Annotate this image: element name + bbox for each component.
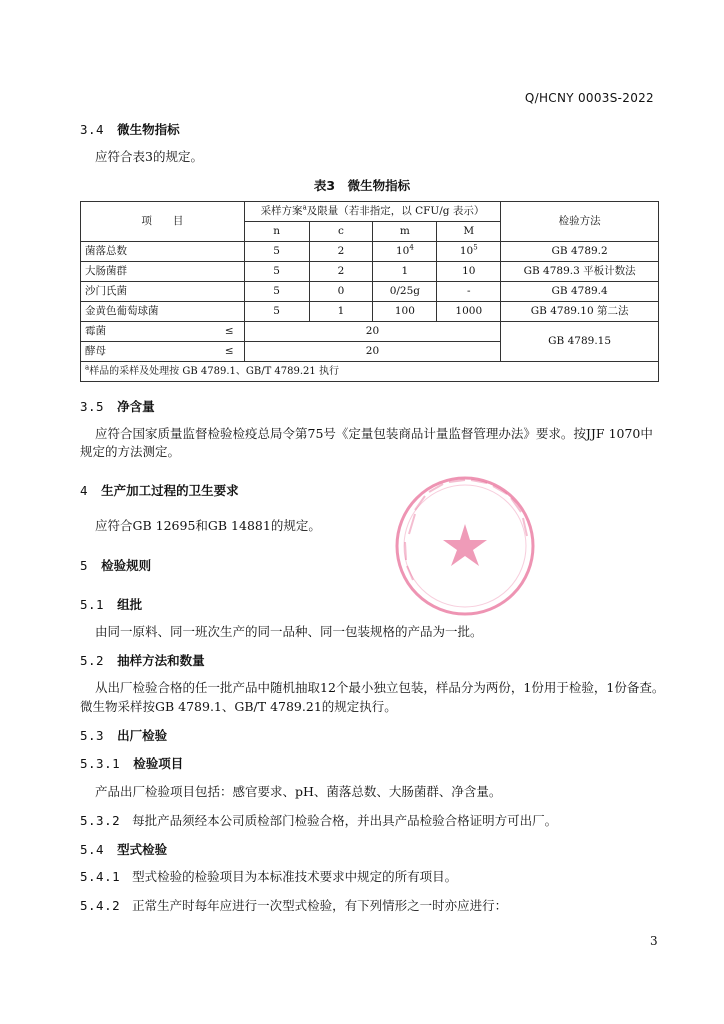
table-cell: GB 4789.2 [501, 242, 659, 262]
table-cell: 5 [244, 302, 309, 322]
table-cell: $^a$样品的采样及处理按 GB 4789.1、GB/T 4789.21 执行 [81, 362, 659, 382]
section-5-4-2: 5.4.2 正常生产时每年应进行一次型式检验，有下列情形之一时亦应进行： [80, 898, 508, 913]
page-number: 3 [650, 934, 658, 948]
table-cell: 沙门氏菌 [81, 282, 245, 302]
table-cell: 5 [244, 262, 309, 282]
table-cell: 1 [373, 262, 437, 282]
table-cell: 5 [244, 242, 309, 262]
section-5-heading: 5 检验规则 [80, 558, 152, 573]
header-c: c [309, 222, 373, 242]
table-row [81, 282, 659, 302]
section-title: 微生物指标 [117, 122, 180, 137]
table-row [81, 302, 659, 322]
section-5-2-text-line2: 微生物采样按GB 4789.1、GB/T 4789.21的规定执行。 [80, 699, 397, 714]
section-number: 3.4 [80, 122, 105, 137]
section-5-1-heading: 5.1 组批 [80, 597, 143, 612]
section-5-2-text-line1: 从出厂检验合格的任一批产品中随机抽取12个最小独立包装，样品分为两份，1份用于检验，1份备查。 [95, 680, 665, 695]
section-5-2-heading: 5.2 抽样方法和数量 [80, 653, 205, 668]
table-row [81, 262, 659, 282]
table-cell: 酵母 ≤ [81, 342, 245, 362]
header-n: n [244, 222, 309, 242]
microbial-table [80, 201, 659, 382]
section-5-3-1-text: 产品出厂检验项目包括：感官要求、pH、菌落总数、大肠菌群、净含量。 [95, 784, 502, 799]
table-cell: GB 4789.3 平板计数法 [501, 262, 659, 282]
table-cell: 100 [373, 302, 437, 322]
table-cell: 菌落总数 [81, 242, 245, 262]
header-m: m [373, 222, 437, 242]
table-header-row [81, 202, 659, 222]
header-M: M [437, 222, 501, 242]
header-sampling: 采样方案$^a$及限量（若非指定，以 CFU/g 表示） [244, 202, 501, 222]
table-cell: 5 [244, 282, 309, 302]
section-5-3-2: 5.3.2 每批产品须经本公司质检部门检验合格，并出具产品检验合格证明方可出厂。 [80, 813, 558, 828]
table-cell: 20 [244, 342, 501, 362]
table-row [81, 242, 659, 262]
table-cell: 大肠菌群 [81, 262, 245, 282]
table-cell: GB 4789.4 [501, 282, 659, 302]
mold-yeast-method: GB 4789.15 [501, 322, 659, 362]
table-3-title: 表3 微生物指标 [313, 178, 411, 193]
company-seal [393, 474, 537, 618]
table-cell: 10 [437, 262, 501, 282]
section-5-4-heading: 5.4 型式检验 [80, 842, 168, 857]
table-cell: - [437, 282, 501, 302]
section-4-heading: 4 生产加工过程的卫生要求 [80, 483, 239, 498]
section-5-3-1-heading: 5.3.1 检验项目 [80, 756, 184, 771]
section-5-1-text: 由同一原料、同一班次生产的同一品种、同一包装规格的产品为一批。 [95, 624, 483, 639]
document-code: Q/HCNY 0003S-2022 [524, 91, 654, 105]
table-cell: 金黄色葡萄球菌 [81, 302, 245, 322]
section-4-text: 应符合GB 12695和GB 14881的规定。 [95, 518, 321, 533]
section-5-3-heading: 5.3 出厂检验 [80, 728, 168, 743]
section-3-4-heading [80, 120, 180, 138]
table-cell: 2 [309, 242, 373, 262]
table-cell: GB 4789.10 第二法 [501, 302, 659, 322]
section-3-5-text-line2: 规定的方法测定。 [80, 444, 181, 459]
section-3-4-text: 应符合表3的规定。 [95, 149, 203, 164]
table-row-mold [81, 322, 659, 342]
section-3-5-heading: 3.5 净含量 [80, 399, 155, 414]
table-cell: 20 [244, 322, 501, 342]
table-cell: $10^5$ [437, 242, 501, 262]
header-item: 项 目 [81, 202, 245, 242]
header-method: 检验方法 [501, 202, 659, 242]
table-cell: 1000 [437, 302, 501, 322]
table-cell: 0 [309, 282, 373, 302]
table-cell: 1 [309, 302, 373, 322]
table-cell: 0/25g [373, 282, 437, 302]
table-cell: 2 [309, 262, 373, 282]
section-3-5-text-line1: 应符合国家质量监督检验检疫总局令第75号《定量包装商品计量监督管理办法》要求。按JJF 1070中 [95, 426, 653, 441]
table-note-row [81, 362, 659, 382]
section-5-4-1: 5.4.1 型式检验的检验项目为本标准技术要求中规定的所有项目。 [80, 869, 458, 884]
table-cell: 霉菌 ≤ [81, 322, 245, 342]
table-cell: $10^4$ [373, 242, 437, 262]
